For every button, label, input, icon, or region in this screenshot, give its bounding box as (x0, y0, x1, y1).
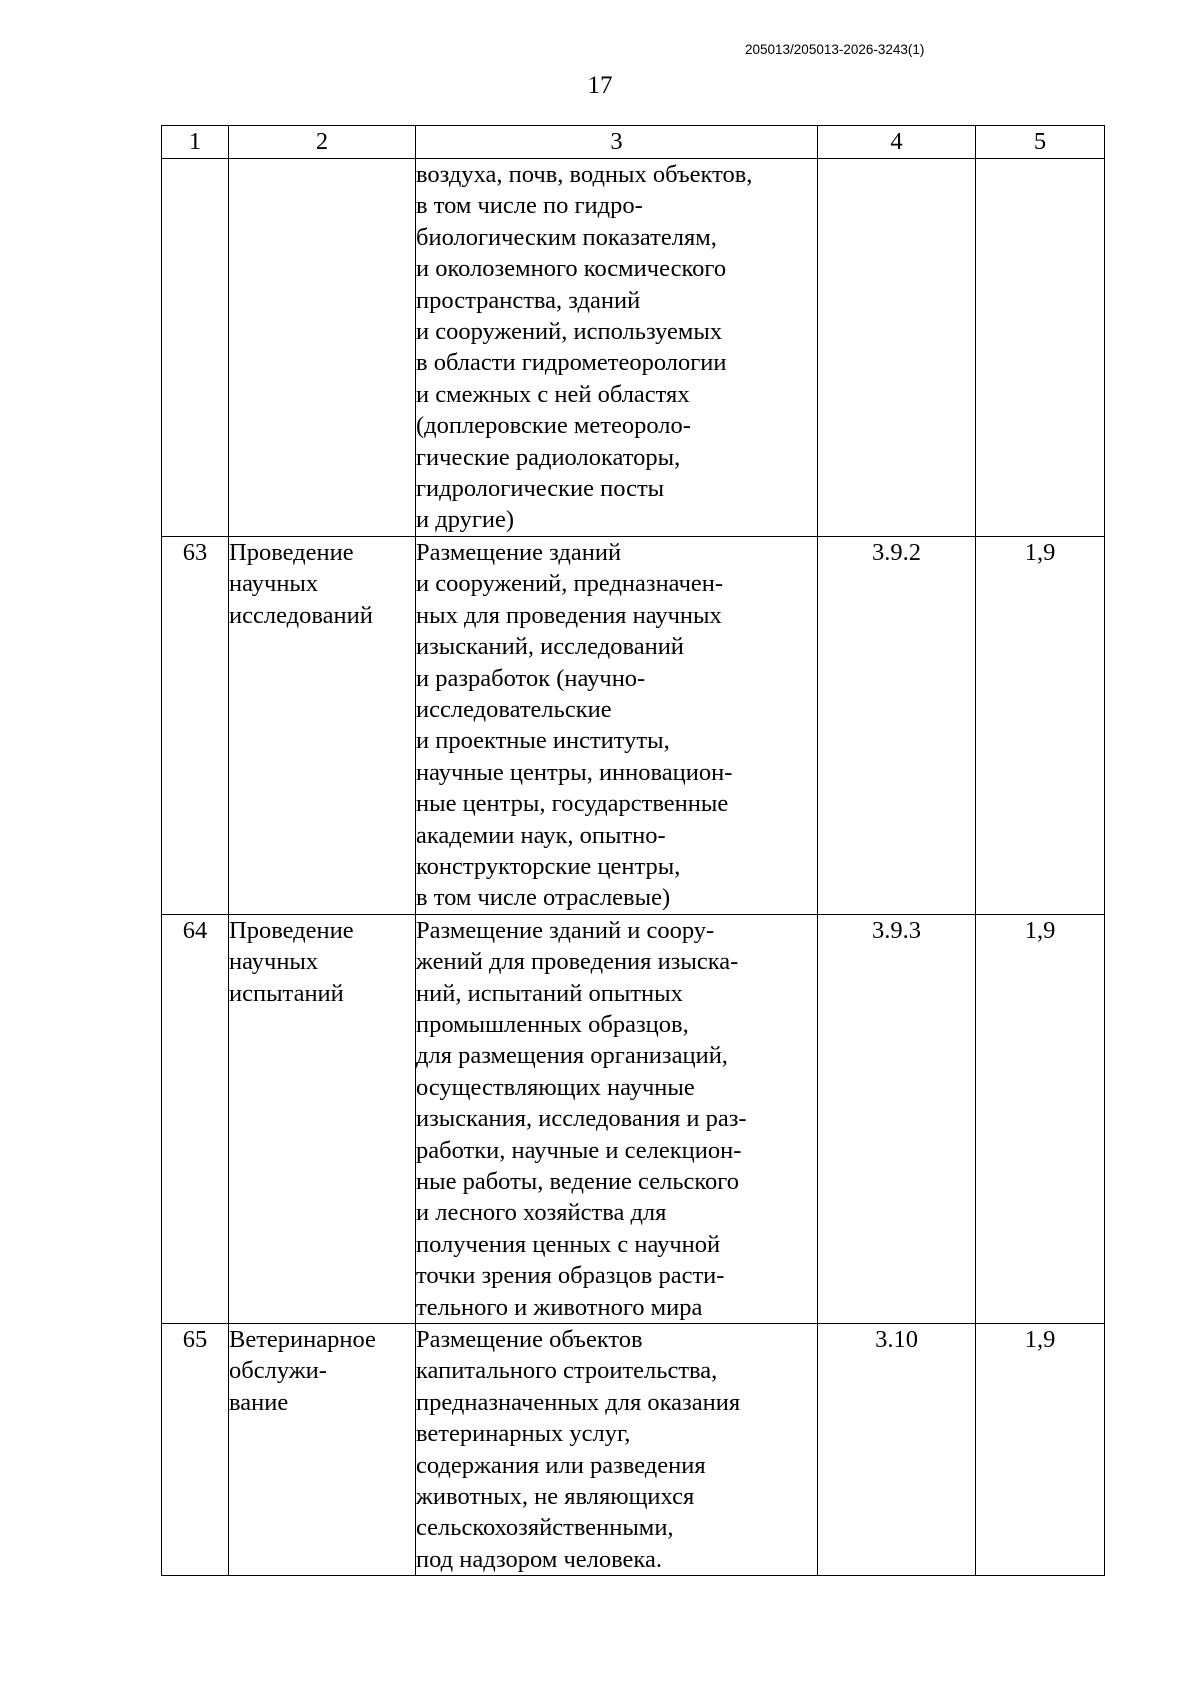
page-number: 17 (587, 72, 613, 99)
description-line: Размещение зданий и соору- (416, 916, 715, 944)
description-line: в том числе отраслевые) (416, 884, 671, 912)
coefficient-value: 1,9 (1024, 916, 1056, 944)
classifier-code: 3.9.2 (872, 538, 921, 566)
description-line: конструкторские центры, (416, 852, 681, 880)
use-type-name-line: научных (229, 570, 319, 598)
description-line: воздуха, почв, водных объектов, (416, 161, 753, 188)
description-line: работки, научные и селекцион- (416, 1136, 742, 1164)
description-line: ные работы, ведение сельского (416, 1168, 739, 1195)
description-line: предназначенных для оказания (416, 1388, 741, 1416)
use-type-name-cell (229, 159, 416, 537)
use-type-name-line: научных (229, 948, 319, 976)
description-line: Размещение объектов (416, 1326, 643, 1354)
code-cell (818, 536, 976, 914)
description-line: пространства, зданий (416, 286, 641, 314)
header-col-3: 3 (416, 126, 818, 159)
description-line: гидрологические посты (416, 475, 665, 503)
description-line: и разработок (научно- (416, 664, 646, 692)
classifier-code: 3.9.3 (872, 916, 921, 944)
use-type-name-line: исследований (229, 601, 373, 629)
description-line: ных для проведения научных (416, 601, 722, 629)
description-cell (416, 159, 818, 537)
row-number: 65 (182, 1326, 208, 1354)
description-line: содержания или разведения (416, 1451, 706, 1479)
description-line: гические радиолокаторы, (416, 443, 681, 471)
table-row (162, 914, 1105, 1323)
header-col-5: 5 (976, 126, 1105, 159)
code-cell (818, 914, 976, 1323)
description-cell (416, 1324, 818, 1576)
use-type-name-line: вание (229, 1388, 289, 1416)
header-col-2: 2 (229, 126, 416, 159)
description-cell (416, 914, 818, 1323)
header-col-4: 4 (818, 126, 976, 159)
use-type-name-cell (229, 1324, 416, 1576)
description-line: жений для проведения изыска- (416, 948, 739, 976)
description-line: капитального строительства, (416, 1357, 718, 1385)
header-col-1: 1 (162, 126, 229, 159)
description-line: сельскохозяйственными, (416, 1514, 674, 1542)
use-type-name-line: обслужи- (229, 1357, 327, 1385)
use-type-name-cell (229, 914, 416, 1323)
use-type-name-line: Проведение (229, 538, 354, 566)
use-type-name-line: испытаний (229, 979, 344, 1007)
description-line: и околоземного космического (416, 255, 727, 283)
row-number-cell (162, 159, 229, 537)
description-line: академии наук, опытно- (416, 821, 666, 849)
description-line: ний, испытаний опытных (416, 979, 683, 1007)
description-line: Размещение зданий (416, 538, 622, 566)
coefficient-cell (976, 536, 1105, 914)
description-line: биологическим показателям, (416, 223, 717, 251)
description-line: животных, не являющихся (416, 1483, 695, 1511)
coefficient-value: 1,9 (1024, 538, 1056, 566)
description-line: под надзором человека. (416, 1545, 662, 1573)
table-body (162, 159, 1105, 1576)
description-line: в области гидрометеорологии (416, 349, 727, 377)
coefficient-cell (976, 159, 1105, 537)
code-cell (818, 1324, 976, 1576)
description-line: и другие) (416, 506, 515, 534)
description-line: и проектные институты, (416, 727, 670, 755)
description-line: и смежных с ней областях (416, 380, 690, 408)
description-line: исследовательские (416, 695, 612, 723)
use-type-name-cell (229, 536, 416, 914)
description-line: и сооружений, предназначен- (416, 570, 724, 598)
description-line: изыскания, исследования и раз- (416, 1105, 747, 1133)
row-number: 63 (182, 538, 208, 566)
description-line: осуществляющих научные (416, 1073, 695, 1101)
description-line: (доплеровские метеороло- (416, 412, 691, 440)
description-line: точки зрения образцов расти- (416, 1262, 725, 1290)
description-line: и лесного хозяйства для (416, 1199, 667, 1227)
table-row (162, 159, 1105, 537)
code-cell (818, 159, 976, 537)
table-row (162, 536, 1105, 914)
document-id: 205013/205013-2026-3243(1) (745, 42, 925, 57)
description-line: получения ценных с научной (416, 1230, 721, 1258)
description-line: тельного и животного мира (416, 1293, 703, 1321)
row-number-cell (162, 536, 229, 914)
description-line: ные центры, государственные (416, 790, 729, 818)
description-line: для размещения организаций, (416, 1042, 728, 1070)
land-use-table (161, 125, 1105, 1576)
table-header-row (162, 126, 1105, 159)
description-line: ветеринарных услуг, (416, 1420, 631, 1448)
use-type-name-line: Проведение (229, 916, 354, 944)
description-line: промышленных образцов, (416, 1010, 689, 1038)
coefficient-value: 1,9 (1024, 1326, 1056, 1354)
description-line: в том числе по гидро- (416, 192, 643, 220)
classifier-code: 3.10 (875, 1326, 918, 1354)
row-number: 64 (182, 916, 208, 944)
description-line: научные центры, инновацион- (416, 758, 733, 786)
use-type-name-line: Ветеринарное (229, 1326, 376, 1354)
coefficient-cell (976, 914, 1105, 1323)
table-row (162, 1324, 1105, 1576)
description-line: изысканий, исследований (416, 633, 684, 661)
description-cell (416, 536, 818, 914)
row-number-cell (162, 914, 229, 1323)
coefficient-cell (976, 1324, 1105, 1576)
description-line: и сооружений, используемых (416, 318, 723, 346)
row-number-cell (162, 1324, 229, 1576)
